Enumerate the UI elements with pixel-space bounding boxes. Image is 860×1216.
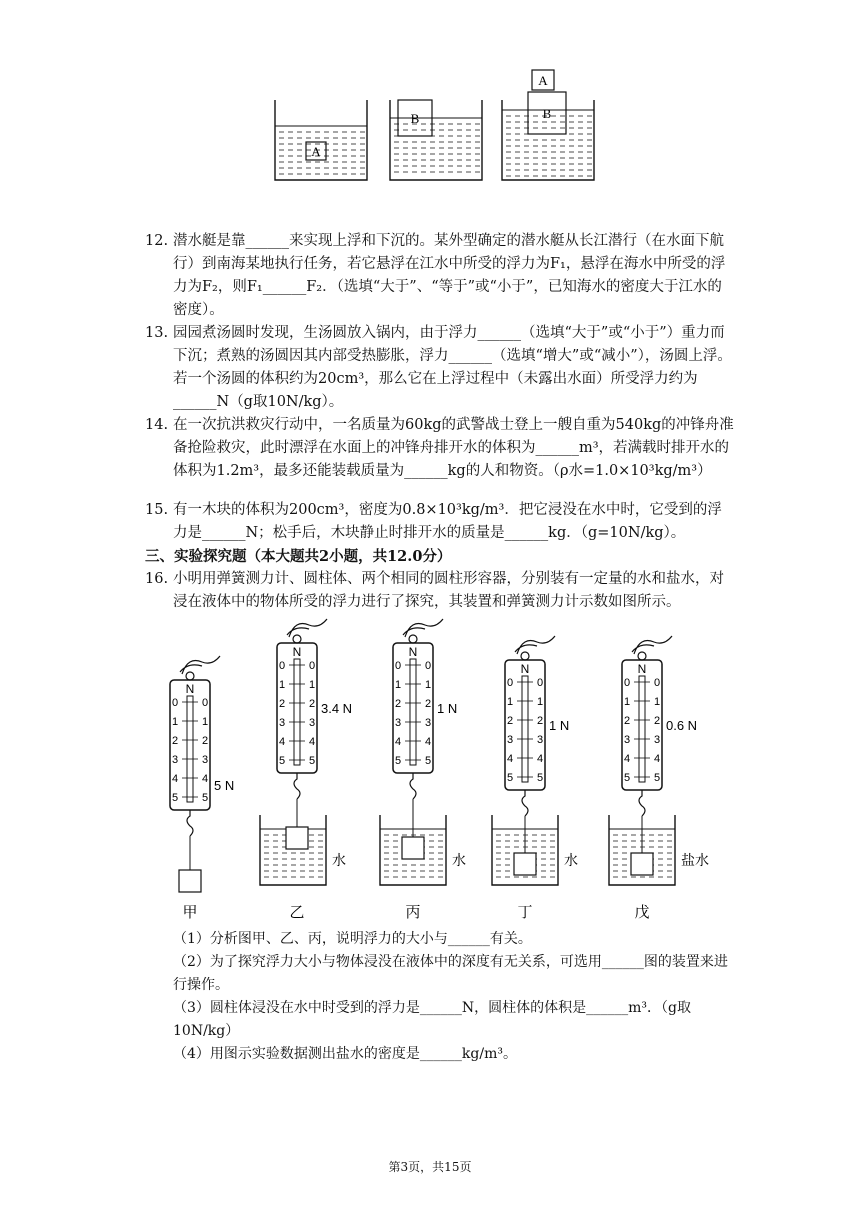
scale-reading: 1 N — [549, 718, 570, 733]
hand-icon — [403, 619, 443, 637]
question-16-part-1: （1）分析图甲、乙、丙，说明浮力的大小与______有关。 — [173, 931, 532, 947]
figure-caption: 乙 — [289, 903, 305, 921]
page-footer: 第3页，共15页 — [388, 1160, 472, 1174]
tick-label-right: 4 — [308, 736, 316, 748]
hook-ring — [638, 652, 646, 660]
scale-reading: 0.6 N — [666, 718, 698, 733]
tick-label-right: 3 — [308, 717, 316, 729]
hook-ring — [293, 635, 301, 643]
beaker — [502, 70, 594, 180]
tick-label-left: 5 — [623, 772, 631, 784]
question-text: 有一木块的体积为200cm³，密度为0.8×10³kg/m³．把它浸没在水中时，它受到的浮力是______N；松手后，木块静止时排开水的质量是______kg．（g=10N/kg）。 — [173, 502, 722, 541]
question-13 — [145, 322, 735, 414]
tick-label-left: 2 — [506, 715, 514, 727]
tick-label-left: 0 — [394, 660, 402, 672]
question-number: 12. — [145, 233, 169, 249]
tick-label-left: 1 — [506, 696, 514, 708]
question-number: 15. — [145, 502, 169, 518]
tick-label-right: 4 — [536, 753, 544, 765]
question-16-part-2: （2）为了探究浮力大小与物体浸没在液体中的深度有无关系，可选用______图的装置来进行操作。 — [173, 954, 728, 993]
tick-label-left: 4 — [623, 753, 631, 765]
beaker — [275, 100, 367, 180]
tick-label-right: 2 — [424, 698, 432, 710]
tick-label-left: 1 — [623, 696, 631, 708]
tick-label-right: 2 — [536, 715, 544, 727]
cylinder-block — [402, 837, 424, 859]
tick-label-left: 3 — [506, 734, 514, 746]
spring-scale-figure — [155, 615, 715, 925]
tick-label-right: 5 — [536, 772, 544, 784]
tick-label-left: 2 — [171, 735, 179, 747]
liquid-label: 盐水 — [681, 853, 709, 869]
question-text: 园园煮汤圆时发现，生汤圆放入锅内，由于浮力______（选填“大于”或“小于”）重力而下沉；煮熟的汤圆因其内部受热膨胀，浮力______（选填“增大”或“减小”），汤圆上浮。若一个汤圆的体积约为20cm³，那么它在上浮过程中（未露出水面）所受浮力约为______N（g取10N/kg）。 — [173, 325, 732, 410]
tick-label-right: 3 — [201, 754, 209, 766]
spring-scale-setup — [380, 619, 466, 921]
tick-label-right: 3 — [536, 734, 544, 746]
question-number: 13. — [145, 325, 169, 341]
block-label: A — [538, 73, 548, 88]
cylinder-block — [631, 853, 653, 875]
scale-slot — [522, 676, 528, 782]
tick-label-left: 2 — [278, 698, 286, 710]
tick-label-right: 2 — [201, 735, 209, 747]
tick-label-right: 3 — [653, 734, 661, 746]
spring-scale-setup — [260, 619, 352, 921]
hand-icon — [180, 656, 220, 674]
scale-unit: N — [520, 662, 530, 676]
scale-unit: N — [292, 645, 302, 659]
scale-unit: N — [185, 682, 195, 696]
tick-label-left: 4 — [278, 736, 286, 748]
spring-scale-setup — [492, 636, 578, 921]
scale-reading: 5 N — [214, 778, 235, 793]
scale-hook — [294, 773, 300, 799]
hand-icon — [287, 619, 327, 637]
tick-label-right: 5 — [653, 772, 661, 784]
question-text: 小明用弹簧测力计、圆柱体、两个相同的圆柱形容器，分别装有一定量的水和盐水，对浸在液体中的物体所受的浮力进行了探究，其装置和弹簧测力计示数如图所示。 — [173, 571, 724, 610]
cylinder-block — [179, 870, 201, 892]
scale-slot — [187, 696, 193, 802]
hand-icon — [515, 636, 555, 654]
tick-label-right: 2 — [308, 698, 316, 710]
block-label: B — [410, 111, 420, 126]
scale-hook — [187, 810, 193, 836]
question-16-part-4: （4）用图示实验数据测出盐水的密度是______kg/m³。 — [173, 1046, 517, 1062]
tick-label-left: 5 — [506, 772, 514, 784]
question-text: 在一次抗洪救灾行动中，一名质量为60kg的武警战士登上一艘自重为540kg的冲锋舟准备抢险救灾，此时漂浮在水面上的冲锋舟排开水的体积为______m³，若满载时排开水的体积为1.2m³，最多还能装载质量为______kg的人和物资。（ρ水=1.0×10³kg/m³） — [173, 417, 734, 479]
tick-label-right: 0 — [536, 677, 544, 689]
tick-label-right: 5 — [424, 755, 432, 767]
tick-label-left: 1 — [171, 716, 179, 728]
tick-label-right: 5 — [308, 755, 316, 767]
question-14 — [145, 414, 735, 483]
tick-label-left: 4 — [506, 753, 514, 765]
question-number: 16. — [145, 571, 169, 587]
liquid-label: 水 — [332, 853, 346, 869]
tick-label-left: 3 — [623, 734, 631, 746]
scale-unit: N — [637, 662, 647, 676]
beaker-figure-top — [270, 62, 600, 184]
tick-label-left: 5 — [394, 755, 402, 767]
figure-caption: 丙 — [405, 903, 421, 921]
question-12 — [145, 230, 735, 322]
tick-label-right: 1 — [653, 696, 661, 708]
tick-label-right: 5 — [201, 792, 209, 804]
tick-label-right: 1 — [308, 679, 316, 691]
liquid-label: 水 — [452, 853, 466, 869]
tick-label-left: 5 — [278, 755, 286, 767]
tick-label-left: 3 — [394, 717, 402, 729]
tick-label-right: 4 — [424, 736, 432, 748]
figure-caption: 丁 — [517, 903, 533, 921]
tick-label-right: 0 — [308, 660, 316, 672]
question-16-part-3: （3）圆柱体浸没在水中时受到的浮力是______N，圆柱体的体积是______m³．（g取10N/kg） — [173, 1000, 692, 1039]
hook-ring — [409, 635, 417, 643]
tick-label-left: 3 — [278, 717, 286, 729]
question-number: 14. — [145, 417, 169, 433]
tick-label-right: 1 — [536, 696, 544, 708]
cylinder-block — [514, 853, 536, 875]
scale-hook — [639, 790, 645, 816]
tick-label-right: 3 — [424, 717, 432, 729]
scale-slot — [294, 659, 300, 765]
spring-scale-setup — [170, 656, 234, 921]
tick-label-right: 0 — [424, 660, 432, 672]
liquid-label: 水 — [564, 853, 578, 869]
tick-label-right: 0 — [201, 697, 209, 709]
scale-hook — [522, 790, 528, 816]
tick-label-left: 1 — [278, 679, 286, 691]
spring-scale-setup — [609, 636, 709, 921]
scale-unit: N — [408, 645, 418, 659]
tick-label-right: 4 — [653, 753, 661, 765]
tick-label-left: 1 — [394, 679, 402, 691]
tick-label-right: 1 — [201, 716, 209, 728]
section-heading: 三、实验探究题（本大题共2小题，共12.0分） — [145, 548, 452, 565]
tick-label-left: 2 — [394, 698, 402, 710]
block-label: A — [311, 144, 321, 159]
tick-label-right: 1 — [424, 679, 432, 691]
tick-label-left: 0 — [171, 697, 179, 709]
scale-hook — [410, 773, 416, 799]
tick-label-left: 4 — [394, 736, 402, 748]
block-label: B — [542, 106, 552, 121]
scale-reading: 1 N — [437, 701, 458, 716]
hook-ring — [186, 672, 194, 680]
figure-caption: 戊 — [634, 903, 650, 921]
tick-label-right: 0 — [653, 677, 661, 689]
cylinder-block — [286, 827, 308, 849]
hand-icon — [632, 636, 672, 654]
tick-label-left: 2 — [623, 715, 631, 727]
hook-ring — [521, 652, 529, 660]
beaker — [390, 100, 482, 180]
tick-label-left: 5 — [171, 792, 179, 804]
figure-caption: 甲 — [182, 903, 198, 921]
tick-label-right: 4 — [201, 773, 209, 785]
tick-label-left: 0 — [506, 677, 514, 689]
question-16 — [145, 568, 735, 614]
tick-label-right: 2 — [653, 715, 661, 727]
question-text: 潜水艇是靠______来实现上浮和下沉的。某外型确定的潜水艇从长江潜行（在水面下航行）到南海某地执行任务，若它悬浮在江水中所受的浮力为F₁，悬浮在海水中所受的浮力为F₂，则F₁______F₂．（选填“大于”、“等于”或“小于”，已知海水的密度大于江水的密度）。 — [173, 233, 726, 318]
question-15 — [145, 499, 735, 545]
scale-reading: 3.4 N — [321, 701, 353, 716]
scale-slot — [639, 676, 645, 782]
beaker-wall — [260, 815, 326, 885]
tick-label-left: 0 — [623, 677, 631, 689]
tick-label-left: 4 — [171, 773, 179, 785]
scale-slot — [410, 659, 416, 765]
tick-label-left: 3 — [171, 754, 179, 766]
tick-label-left: 0 — [278, 660, 286, 672]
beaker-wall — [390, 100, 482, 180]
